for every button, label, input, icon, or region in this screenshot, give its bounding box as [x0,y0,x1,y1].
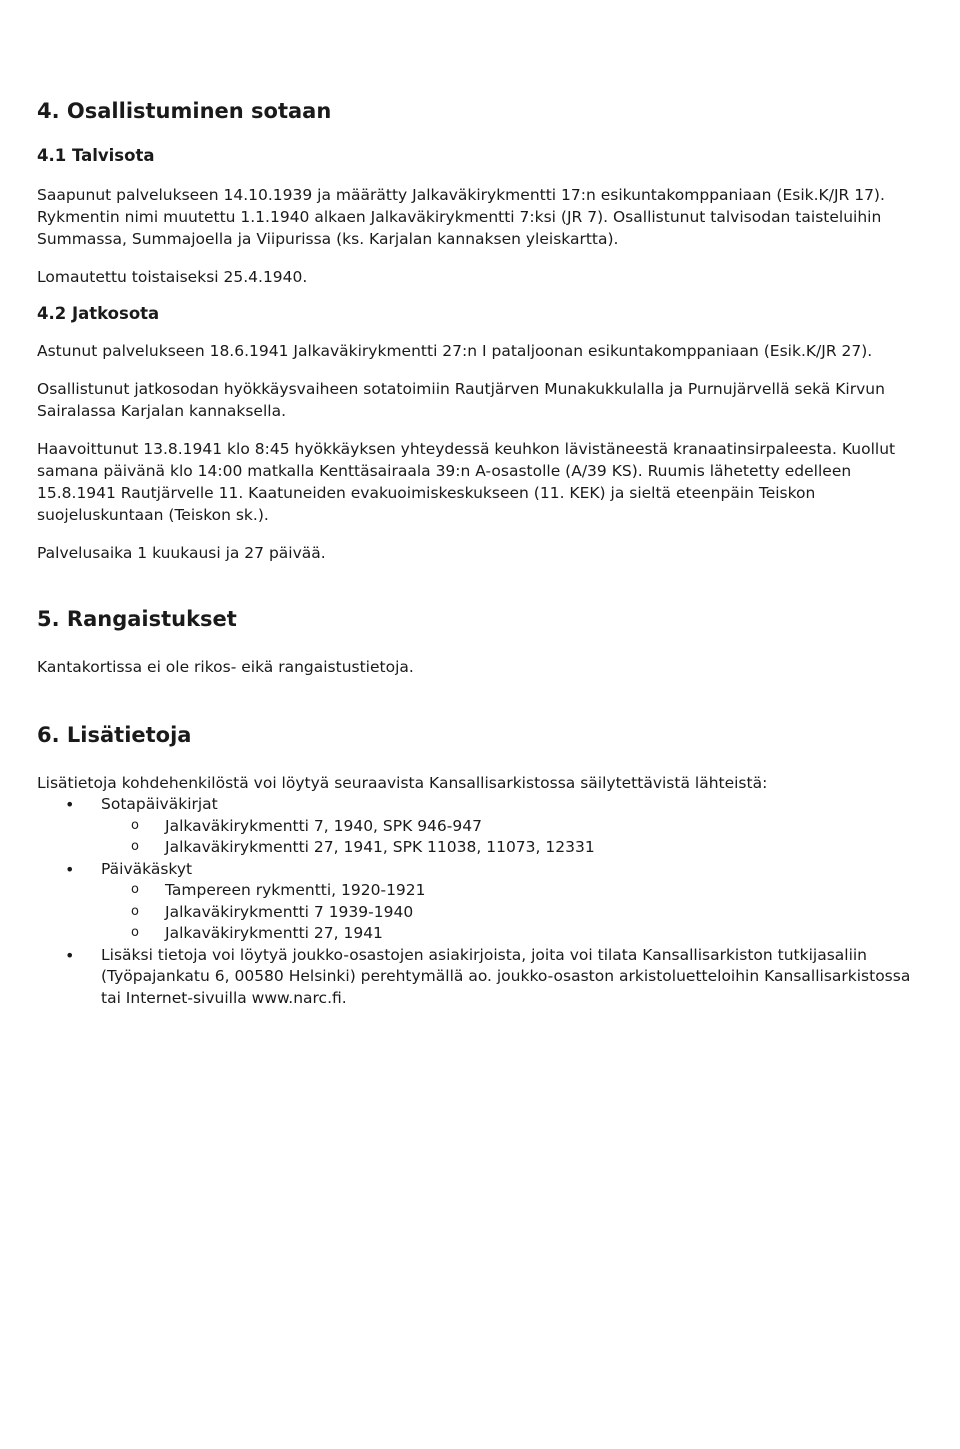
sub-list-item: o Jalkaväkirykmentti 7 1939-1940 [101,902,917,924]
sub-list-item: o Tampereen rykmentti, 1920-1921 [101,880,917,902]
sources-item-label: Päiväkäskyt [101,859,193,878]
section-5-title: 5. Rangaistukset [37,607,237,631]
talvisota-heading: 4.1 Talvisota [37,146,155,165]
jatkosota-paragraph-2: Osallistunut jatkosodan hyökkäysvaiheen sotatoimiin Rautjärven Munakukkulalla ja Purnujärvellä sekä Kirvun Sairalassa Karjalan kannaksella. [37,380,885,420]
sources-list [37,794,917,1009]
section-6-intro: Lisätietoja kohdehenkilöstä voi löytyä seuraavista Kansallisarkistossa säilytettävistä lähteistä: [37,774,768,792]
jatkosota-paragraph-3: Haavoittunut 13.8.1941 klo 8:45 hyökkäyksen yhteydessä keuhkon lävistäneestä kranaatinsirpaleesta. Kuollut samana päivänä klo 14:00 matkalla Kenttäsairaala 39:n A-osastolle (A/39 KS). Ruumis lähetetty edelleen 15.8.1941 Rautjärvelle 11. Kaatuneiden evakuoimiskeskukseen (11. KEK) ja sieltä eteenpäin Teiskon suojeluskuntaan (Teiskon sk.). [37,440,896,524]
talvisota-paragraph-2: Lomautettu toistaiseksi 25.4.1940. [37,268,308,286]
list-item [37,859,917,945]
section-5-paragraph: Kantakortissa ei ole rikos- eikä rangaistustietoja. [37,658,414,676]
document-page [37,96,917,1009]
list-item [37,945,917,1010]
sources-item-label: Sotapäiväkirjat [101,795,218,813]
sub-list-item: o Jalkaväkirykmentti 7, 1940, SPK 946-947 [101,816,917,838]
sub-list [101,880,917,945]
sub-list-item: o Jalkaväkirykmentti 27, 1941 [101,923,917,945]
talvisota-paragraph-1: Saapunut palvelukseen 14.10.1939 ja määrätty Jalkaväkirykmentti 17:n esikuntakomppaniaan (Esik.K/JR 17). Rykmentin nimi muutettu 1.1.1940 alkaen Jalkaväkirykmentti 7:ksi (JR 7). Osallistunut talvisodan taisteluihin Summassa, Summajoella ja Viipurissa (ks. Karjalan kannaksen yleiskartta). [37,186,885,248]
sub-list [101,816,917,859]
section-6-title: 6. Lisätietoja [37,723,192,747]
sources-item-label: Lisäksi tietoja voi löytyä joukko-osastojen asiakirjoista, joita voi tilata Kansallisarkiston tutkijasaliin (Työpajankatu 6, 00580 Helsinki) perehtymällä ao. joukko-osaston arkistoluetteloihin Kansallisarkistossa tai Internet-sivuilla www.narc.fi. [101,945,911,1007]
list-item [37,794,917,859]
section-4-title: 4. Osallistuminen sotaan [37,99,332,123]
sub-list-item: o Jalkaväkirykmentti 27, 1941, SPK 11038, 11073, 12331 [101,837,917,859]
jatkosota-paragraph-4: Palvelusaika 1 kuukausi ja 27 päivää. [37,544,326,562]
jatkosota-heading: 4.2 Jatkosota [37,304,160,323]
jatkosota-paragraph-1: Astunut palvelukseen 18.6.1941 Jalkaväkirykmentti 27:n I pataljoonan esikuntakomppaniaan (Esik.K/JR 27). [37,342,873,360]
